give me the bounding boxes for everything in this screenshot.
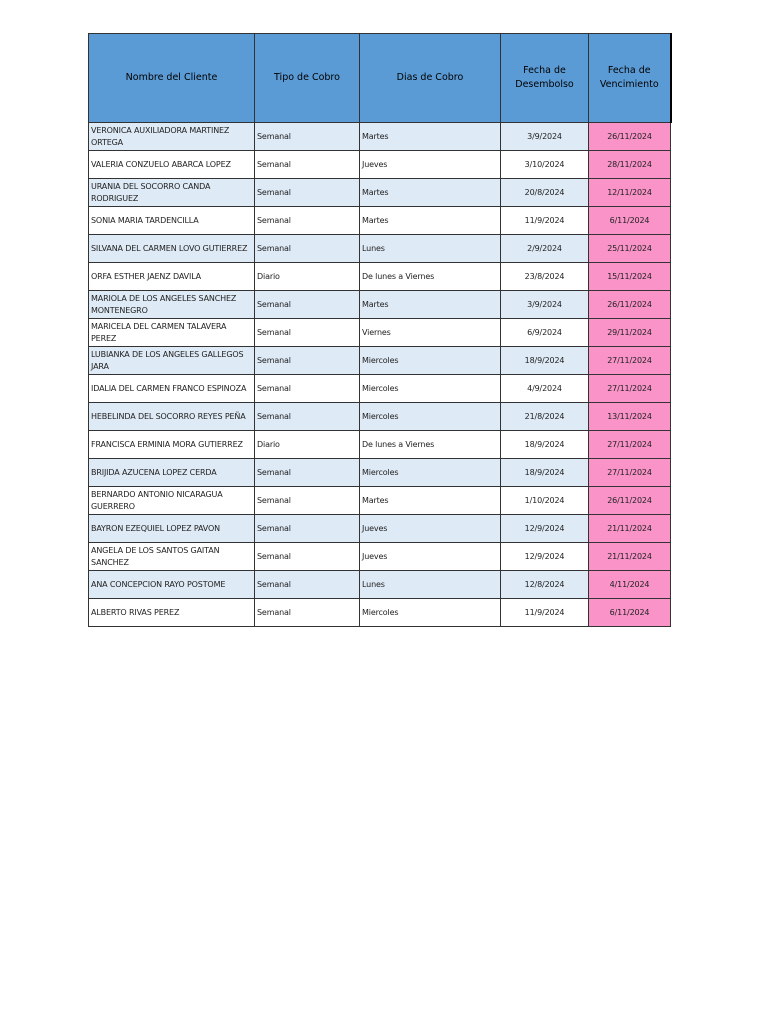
table-row [89,235,671,263]
cell-fecha-vencimiento: 21/11/2024 [589,543,671,571]
cell-tipo: Semanal [255,151,360,179]
cell-nombre: LUBIANKA DE LOS ANGELES GALLEGOS JARA [89,347,255,375]
clients-table [88,33,672,627]
cell-dias: Viernes [360,319,501,347]
table-row [89,375,671,403]
cell-fecha-vencimiento: 4/11/2024 [589,571,671,599]
table-row [89,515,671,543]
cell-fecha-vencimiento: 26/11/2024 [589,123,671,151]
cell-tipo: Semanal [255,599,360,627]
cell-dias: Martes [360,207,501,235]
cell-fecha-vencimiento: 25/11/2024 [589,235,671,263]
cell-dias: Miercoles [360,347,501,375]
cell-fecha-vencimiento: 26/11/2024 [589,291,671,319]
cell-fecha-vencimiento: 6/11/2024 [589,207,671,235]
cell-fecha-desembolso: 12/9/2024 [501,543,589,571]
cell-nombre: BRIJIDA AZUCENA LOPEZ CERDA [89,459,255,487]
header-nombre: Nombre del Cliente [89,34,255,123]
cell-nombre: ANA CONCEPCION RAYO POSTOME [89,571,255,599]
header-dias: Dias de Cobro [360,34,501,123]
cell-nombre: ORFA ESTHER JAENZ DAVILA [89,263,255,291]
table-row [89,431,671,459]
cell-tipo: Semanal [255,403,360,431]
cell-dias: De lunes a Viernes [360,431,501,459]
cell-tipo: Semanal [255,179,360,207]
cell-fecha-desembolso: 12/9/2024 [501,515,589,543]
cell-fecha-desembolso: 11/9/2024 [501,207,589,235]
cell-fecha-desembolso: 3/10/2024 [501,151,589,179]
cell-fecha-vencimiento: 27/11/2024 [589,459,671,487]
cell-tipo: Semanal [255,123,360,151]
cell-nombre: MARIOLA DE LOS ANGELES SANCHEZ MONTENEGRO [89,291,255,319]
cell-fecha-vencimiento: 29/11/2024 [589,319,671,347]
cell-nombre: VALERIA CONZUELO ABARCA LOPEZ [89,151,255,179]
table-row [89,599,671,627]
table-row [89,319,671,347]
cell-dias: Jueves [360,515,501,543]
cell-nombre: FRANCISCA ERMINIA MORA GUTIERREZ [89,431,255,459]
cell-tipo: Semanal [255,375,360,403]
cell-nombre: ANGELA DE LOS SANTOS GAITAN SANCHEZ [89,543,255,571]
cell-dias: Martes [360,487,501,515]
table-row [89,263,671,291]
cell-tipo: Semanal [255,543,360,571]
table-body [89,123,671,627]
cell-fecha-vencimiento: 15/11/2024 [589,263,671,291]
cell-dias: Lunes [360,571,501,599]
cell-dias: Jueves [360,151,501,179]
cell-fecha-vencimiento: 27/11/2024 [589,375,671,403]
cell-tipo: Diario [255,431,360,459]
cell-fecha-desembolso: 12/8/2024 [501,571,589,599]
cell-dias: Miercoles [360,375,501,403]
cell-fecha-desembolso: 3/9/2024 [501,123,589,151]
header-vencimiento: Fecha de Vencimiento [589,34,671,123]
cell-dias: Martes [360,123,501,151]
cell-fecha-desembolso: 3/9/2024 [501,291,589,319]
cell-fecha-desembolso: 20/8/2024 [501,179,589,207]
table-row [89,487,671,515]
table-row [89,207,671,235]
table-header [89,34,671,123]
cell-nombre: SILVANA DEL CARMEN LOVO GUTIERREZ [89,235,255,263]
cell-fecha-vencimiento: 6/11/2024 [589,599,671,627]
cell-fecha-vencimiento: 28/11/2024 [589,151,671,179]
cell-nombre: HEBELINDA DEL SOCORRO REYES PEÑA [89,403,255,431]
cell-tipo: Semanal [255,571,360,599]
cell-dias: Martes [360,179,501,207]
cell-fecha-desembolso: 6/9/2024 [501,319,589,347]
cell-fecha-desembolso: 1/10/2024 [501,487,589,515]
cell-tipo: Semanal [255,515,360,543]
cell-tipo: Semanal [255,459,360,487]
cell-fecha-desembolso: 18/9/2024 [501,347,589,375]
cell-fecha-desembolso: 23/8/2024 [501,263,589,291]
table-row [89,123,671,151]
cell-fecha-vencimiento: 12/11/2024 [589,179,671,207]
cell-tipo: Semanal [255,207,360,235]
cell-dias: Miercoles [360,403,501,431]
cell-fecha-vencimiento: 13/11/2024 [589,403,671,431]
cell-tipo: Diario [255,263,360,291]
cell-nombre: SONIA MARIA TARDENCILLA [89,207,255,235]
table-row [89,403,671,431]
cell-nombre: ALBERTO RIVAS PEREZ [89,599,255,627]
cell-dias: Lunes [360,235,501,263]
cell-tipo: Semanal [255,487,360,515]
cell-nombre: URANIA DEL SOCORRO CANDA RODRIGUEZ [89,179,255,207]
cell-fecha-vencimiento: 27/11/2024 [589,431,671,459]
table-row [89,151,671,179]
header-row [89,34,671,123]
cell-dias: Miercoles [360,459,501,487]
cell-nombre: MARICELA DEL CARMEN TALAVERA PEREZ [89,319,255,347]
cell-fecha-desembolso: 18/9/2024 [501,459,589,487]
cell-fecha-desembolso: 18/9/2024 [501,431,589,459]
cell-dias: Miercoles [360,599,501,627]
cell-tipo: Semanal [255,319,360,347]
table-row [89,543,671,571]
cell-nombre: VERONICA AUXILIADORA MARTINEZ ORTEGA [89,123,255,151]
cell-nombre: BAYRON EZEQUIEL LOPEZ PAVON [89,515,255,543]
cell-fecha-desembolso: 11/9/2024 [501,599,589,627]
table-row [89,179,671,207]
table-row [89,571,671,599]
cell-fecha-desembolso: 2/9/2024 [501,235,589,263]
table-row [89,291,671,319]
cell-tipo: Semanal [255,235,360,263]
cell-dias: Jueves [360,543,501,571]
cell-fecha-desembolso: 4/9/2024 [501,375,589,403]
table-row [89,459,671,487]
cell-dias: De lunes a Viernes [360,263,501,291]
cell-fecha-desembolso: 21/8/2024 [501,403,589,431]
cell-dias: Martes [360,291,501,319]
cell-nombre: IDALIA DEL CARMEN FRANCO ESPINOZA [89,375,255,403]
cell-fecha-vencimiento: 26/11/2024 [589,487,671,515]
cell-tipo: Semanal [255,347,360,375]
header-tipo: Tipo de Cobro [255,34,360,123]
table-row [89,347,671,375]
cell-fecha-vencimiento: 21/11/2024 [589,515,671,543]
header-desembolso: Fecha de Desembolso [501,34,589,123]
cell-tipo: Semanal [255,291,360,319]
cell-fecha-vencimiento: 27/11/2024 [589,347,671,375]
cell-nombre: BERNARDO ANTONIO NICARAGUA GUERRERO [89,487,255,515]
